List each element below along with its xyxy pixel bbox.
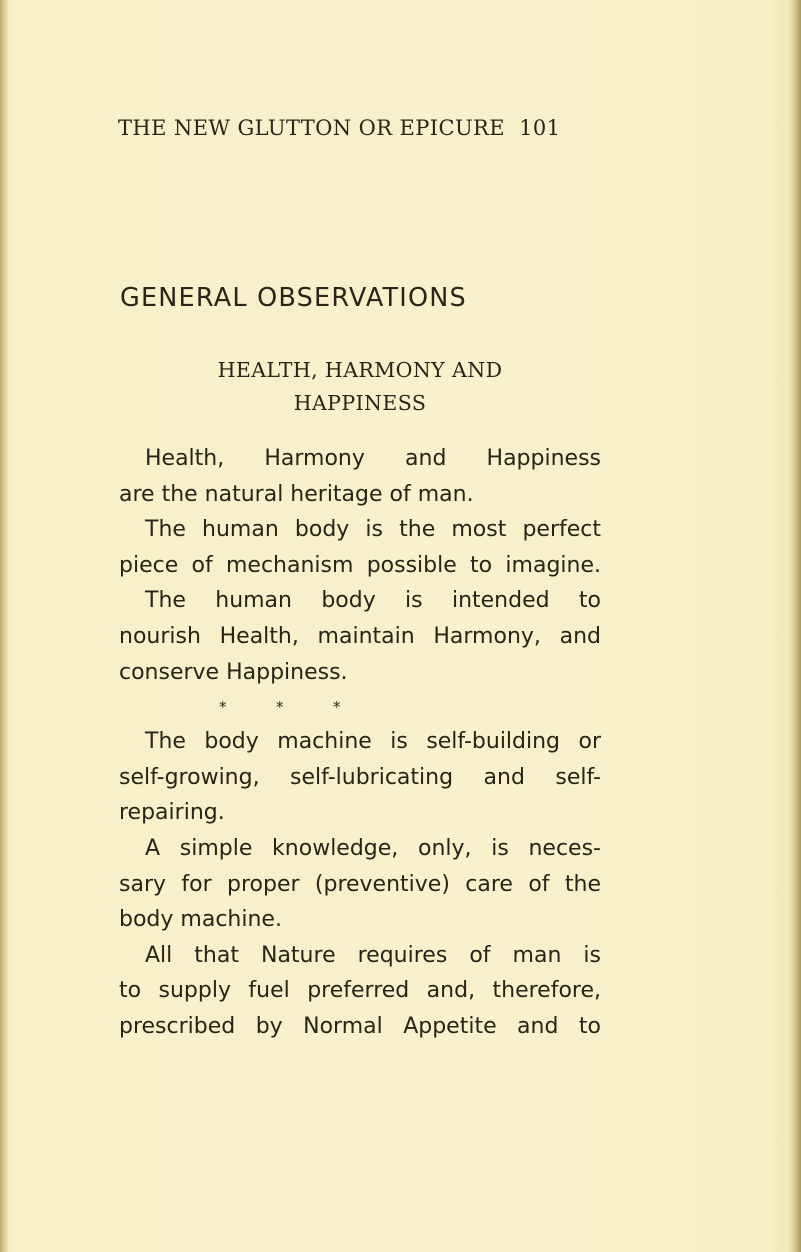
text-line: to supply fuel preferred and, therefore, <box>119 978 601 1004</box>
text-line: Health, Harmony and Happiness <box>145 446 601 471</box>
asterisk: * <box>276 698 284 717</box>
page-right-edge <box>789 0 801 1252</box>
page-left-edge <box>0 0 9 1252</box>
text-line: self-growing, self-lubricating and self- <box>119 764 601 790</box>
text-line: The human body is the most perfect <box>145 517 601 543</box>
text-line: The human body is intended to <box>145 588 601 614</box>
section-title-line-1: HEALTH, HARMONY AND <box>217 358 503 382</box>
running-head-title: THE NEW GLUTTON OR EPICURE <box>118 116 505 140</box>
text-line: The body machine is self-building or <box>145 729 601 755</box>
body-text <box>119 441 601 1045</box>
text-line: prescribed by Normal Appetite and to <box>119 1013 601 1039</box>
chapter-title: GENERAL OBSERVATIONS <box>120 283 467 313</box>
asterisk: * <box>333 698 341 717</box>
text-line: piece of mechanism possible to imagine. <box>119 552 601 578</box>
section-title <box>140 354 580 420</box>
running-head <box>118 116 598 140</box>
text-line: body machine. <box>119 907 282 933</box>
page-number: 101 <box>519 116 561 140</box>
text-line: nourish Health, maintain Harmony, and <box>119 623 601 649</box>
section-separator <box>119 690 601 724</box>
text-line: sary for proper (preventive) care of the <box>119 871 601 897</box>
text-line: are the natural heritage of man. <box>119 481 474 507</box>
text-line: repairing. <box>119 800 225 826</box>
section-title-line-2: HAPPINESS <box>293 391 427 415</box>
text-line: conserve Happiness. <box>119 659 348 685</box>
asterisk: * <box>219 698 227 717</box>
text-line: All that Nature requires of man is <box>145 942 601 968</box>
text-line: A simple knowledge, only, is neces- <box>145 835 601 861</box>
